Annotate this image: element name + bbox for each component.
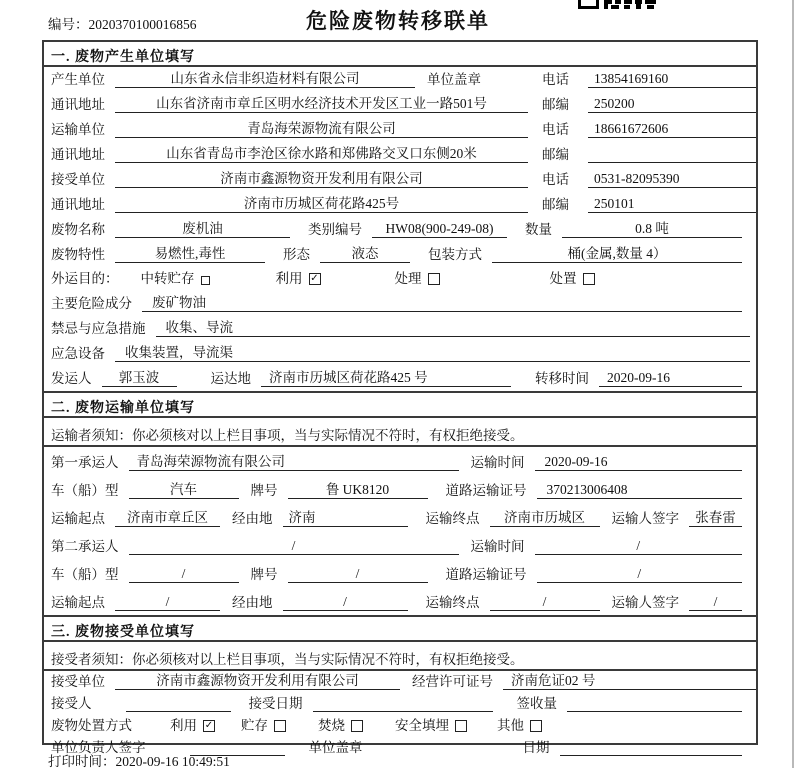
row-receiver-address <box>44 192 756 217</box>
taboo-measures-label: 禁忌与应急措施 <box>51 321 146 336</box>
vehicle2-plate-label: 牌号 <box>250 567 278 582</box>
route1-via-label: 经由地 <box>232 511 273 526</box>
producer-label: 产生单位 <box>51 72 105 87</box>
accept-unit-label: 接受单位 <box>51 674 105 689</box>
taboo-measures-value: 收集、导流 <box>156 316 751 337</box>
disposal-option-other: 其他 <box>497 714 542 734</box>
receiver-zip-label: 邮编 <box>542 197 569 212</box>
route2-origin-value: / <box>115 594 220 611</box>
destination-label: 运达地 <box>210 371 251 386</box>
route1-sign-label: 运输人签字 <box>611 511 679 526</box>
treat-checkbox <box>428 273 440 285</box>
section1-header: 一. 废物产生单位填写 <box>44 42 756 67</box>
producer-address-value: 山东省济南市章丘区明水经济技术开发区工业一路501号 <box>115 92 528 113</box>
transporter-zip-value <box>588 146 756 163</box>
producer-phone-label: 电话 <box>542 72 569 87</box>
waste-category-value: HW08(900-249-08) <box>372 221 507 238</box>
received-quantity-label: 签收量 <box>516 696 557 711</box>
vehicle1-plate-value: 鲁 UK8120 <box>288 478 428 499</box>
permit-label: 经营许可证号 <box>412 674 493 689</box>
route2-sign-value: / <box>689 594 742 611</box>
carrier2-label: 第二承运人 <box>51 539 119 554</box>
dispatcher-label: 发运人 <box>51 371 92 386</box>
receiver-label: 接受单位 <box>51 172 105 187</box>
row-dispatch <box>44 366 756 391</box>
disposal-method-label: 废物处置方式 <box>51 718 132 733</box>
row-vehicle2 <box>44 559 756 587</box>
disposal-other-checkbox <box>530 720 542 732</box>
row-producer <box>44 67 756 92</box>
section3-header: 三. 废物接受单位填写 <box>44 615 756 642</box>
dispatcher-value: 郭玉波 <box>102 366 177 387</box>
carrier2-value: / <box>129 538 459 555</box>
section2-header: 二. 废物运输单位填写 <box>44 391 756 418</box>
row-accept-person <box>44 693 756 715</box>
transporter-phone-label: 电话 <box>542 122 569 137</box>
disposal-storage-checkbox <box>274 720 286 732</box>
section2-body <box>44 447 756 615</box>
disposal-landfill-checkbox <box>455 720 467 732</box>
section3-body <box>44 671 756 759</box>
row-carrier1 <box>44 447 756 475</box>
vehicle2-license-value: / <box>537 566 743 583</box>
producer-value: 山东省永信非织造材料有限公司 <box>115 67 415 88</box>
purpose-option-dispose: 处置 <box>550 267 595 287</box>
purpose-option-storage: 中转贮存 <box>141 267 210 287</box>
hazard-components-label: 主要危险成分 <box>51 296 132 311</box>
transporter-address-value: 山东省青岛市李沧区徐水路和郑佛路交叉口东侧20米 <box>115 142 528 163</box>
route2-origin-label: 运输起点 <box>51 595 105 610</box>
producer-zip-label: 邮编 <box>542 97 569 112</box>
route2-end-value: / <box>490 594 600 611</box>
row-disposal-method <box>44 715 756 737</box>
sign-date-label: 日期 <box>522 740 550 755</box>
waste-name-label: 废物名称 <box>51 222 105 237</box>
accept-date-value <box>313 695 493 712</box>
route2-via-value: / <box>283 594 408 611</box>
row-waste-properties <box>44 242 756 267</box>
disposal-incinerate-checkbox <box>351 720 363 732</box>
row-taboo-measures <box>44 316 756 341</box>
transfer-time-value: 2020-09-16 <box>599 370 742 387</box>
vehicle1-license-label: 道路运输证号 <box>445 483 527 498</box>
transfer-form <box>42 40 758 755</box>
carrier1-label: 第一承运人 <box>51 455 119 470</box>
transporter-label: 运输单位 <box>51 122 105 137</box>
page-title: 危险废物转移联单 <box>306 10 490 33</box>
doc-serial-number: 2020370100016856 <box>88 17 197 32</box>
disposal-option-landfill: 安全填埋 <box>395 714 467 734</box>
disposal-option-storage: 贮存 <box>241 714 286 734</box>
vehicle2-type-label: 车（船）型 <box>51 567 119 582</box>
permit-value: 济南危证02 号 <box>503 669 756 690</box>
route1-end-label: 运输终点 <box>425 511 480 526</box>
accept-person-value <box>126 695 231 712</box>
row-hazard-components <box>44 291 756 316</box>
row-vehicle1 <box>44 475 756 503</box>
row-producer-address <box>44 92 756 117</box>
row-route2 <box>44 587 756 615</box>
transporter-phone-value: 18661672606 <box>588 121 756 138</box>
page-edge-line <box>792 0 794 768</box>
row-transporter-address <box>44 142 756 167</box>
row-receiver <box>44 167 756 192</box>
waste-category-label: 类别编号 <box>308 222 362 237</box>
waste-properties-value: 易燃性,毒性 <box>115 242 265 263</box>
producer-zip-value: 250200 <box>588 96 756 113</box>
vehicle2-plate-value: / <box>288 566 428 583</box>
row-waste-name <box>44 217 756 242</box>
emergency-equipment-label: 应急设备 <box>51 346 105 361</box>
vehicle1-type-value: 汽车 <box>129 478 239 499</box>
carrier2-time-value: / <box>535 538 743 555</box>
transfer-purpose-label: 外运目的： <box>51 271 119 286</box>
received-quantity-value <box>567 695 742 712</box>
disposal-utilize-checkbox: ✓ <box>204 720 214 731</box>
vehicle2-type-value: / <box>129 566 239 583</box>
packing-value: 桶(金属,数量 4） <box>492 242 742 263</box>
dispose-checkbox <box>583 273 595 285</box>
row-emergency-equipment <box>44 341 756 366</box>
receiver-address-value: 济南市历城区荷花路425号 <box>115 192 528 213</box>
unit-seal-label: 单位盖章 <box>308 740 363 755</box>
route1-origin-label: 运输起点 <box>51 511 105 526</box>
route2-end-label: 运输终点 <box>425 595 480 610</box>
transfer-time-label: 转移时间 <box>535 371 589 386</box>
carrier1-value: 青岛海荣源物流有限公司 <box>129 450 459 471</box>
receiver-notice: 接受者须知：你必须核对以上栏目事项，当与实际情况不符时，有权拒绝接受。 <box>44 642 756 671</box>
storage-checkbox <box>201 276 210 285</box>
accept-unit-value: 济南市鑫源物资开发利用有限公司 <box>115 669 400 690</box>
vehicle1-type-label: 车（船）型 <box>51 483 119 498</box>
print-time-value: 2020-09-16 10:49:51 <box>115 754 230 768</box>
carrier1-time-value: 2020-09-16 <box>535 454 743 471</box>
hazard-components-value: 废矿物油 <box>142 291 742 312</box>
receiver-phone-label: 电话 <box>542 172 569 187</box>
route2-sign-label: 运输人签字 <box>611 595 679 610</box>
row-transfer-purpose <box>44 267 756 291</box>
producer-address-label: 通讯地址 <box>51 97 105 112</box>
transporter-address-label: 通讯地址 <box>51 147 105 162</box>
route1-via-value: 济南 <box>283 506 408 527</box>
route1-sign-value: 张春雷 <box>689 506 742 527</box>
accept-person-label: 接受人 <box>51 696 92 711</box>
row-accept-unit <box>44 671 756 693</box>
destination-value: 济南市历城区荷花路425 号 <box>261 366 511 387</box>
packing-label: 包装方式 <box>428 247 482 262</box>
row-route1 <box>44 503 756 531</box>
section1-body <box>44 67 756 391</box>
sign-date-value <box>560 739 743 756</box>
qr-code-fragment <box>578 0 656 10</box>
receiver-zip-value: 250101 <box>588 196 756 213</box>
disposal-option-utilize: 利用 ✓ <box>170 718 214 733</box>
receiver-address-label: 通讯地址 <box>51 197 105 212</box>
transporter-value: 青岛海荣源物流有限公司 <box>115 117 528 138</box>
carrier1-time-label: 运输时间 <box>470 455 525 470</box>
transporter-zip-label: 邮编 <box>542 147 569 162</box>
waste-name-value: 废机油 <box>115 217 290 238</box>
print-time-label: 打印时间： <box>48 754 116 768</box>
producer-phone-value: 13854169160 <box>588 71 756 88</box>
waste-form-label: 形态 <box>283 247 310 262</box>
route1-end-value: 济南市历城区 <box>490 506 600 527</box>
emergency-equipment-value: 收集装置，导流渠 <box>115 341 750 362</box>
waste-form-value: 液态 <box>320 242 410 263</box>
utilize-checkbox: ✓ <box>310 273 319 284</box>
row-transporter <box>44 117 756 142</box>
print-time <box>48 750 230 768</box>
vehicle1-plate-label: 牌号 <box>250 483 278 498</box>
waste-quantity-value: 0.8 吨 <box>562 217 742 238</box>
waste-quantity-label: 数量 <box>525 222 552 237</box>
vehicle2-license-label: 道路运输证号 <box>445 567 527 582</box>
producer-seal-label: 单位盖章 <box>427 72 481 87</box>
carrier2-time-label: 运输时间 <box>470 539 525 554</box>
waste-properties-label: 废物特性 <box>51 247 105 262</box>
receiver-phone-value: 0531-82095390 <box>588 171 756 188</box>
route1-origin-value: 济南市章丘区 <box>115 506 220 527</box>
responsible-sign-label: 单位负责人签字 <box>51 740 146 755</box>
row-carrier2 <box>44 531 756 559</box>
accept-date-label: 接受日期 <box>248 696 303 711</box>
purpose-option-treat: 处理 <box>395 267 440 287</box>
purpose-option-utilize: 利用 ✓ <box>275 271 319 286</box>
disposal-option-incinerate: 焚烧 <box>318 714 363 734</box>
transporter-notice: 运输者须知：你必须核对以上栏目事项，当与实际情况不符时，有权拒绝接受。 <box>44 418 756 447</box>
route2-via-label: 经由地 <box>232 595 273 610</box>
doc-serial-label: 编号： <box>48 17 89 32</box>
vehicle1-license-value: 370213006408 <box>537 482 743 499</box>
receiver-value: 济南市鑫源物资开发利用有限公司 <box>115 167 528 188</box>
